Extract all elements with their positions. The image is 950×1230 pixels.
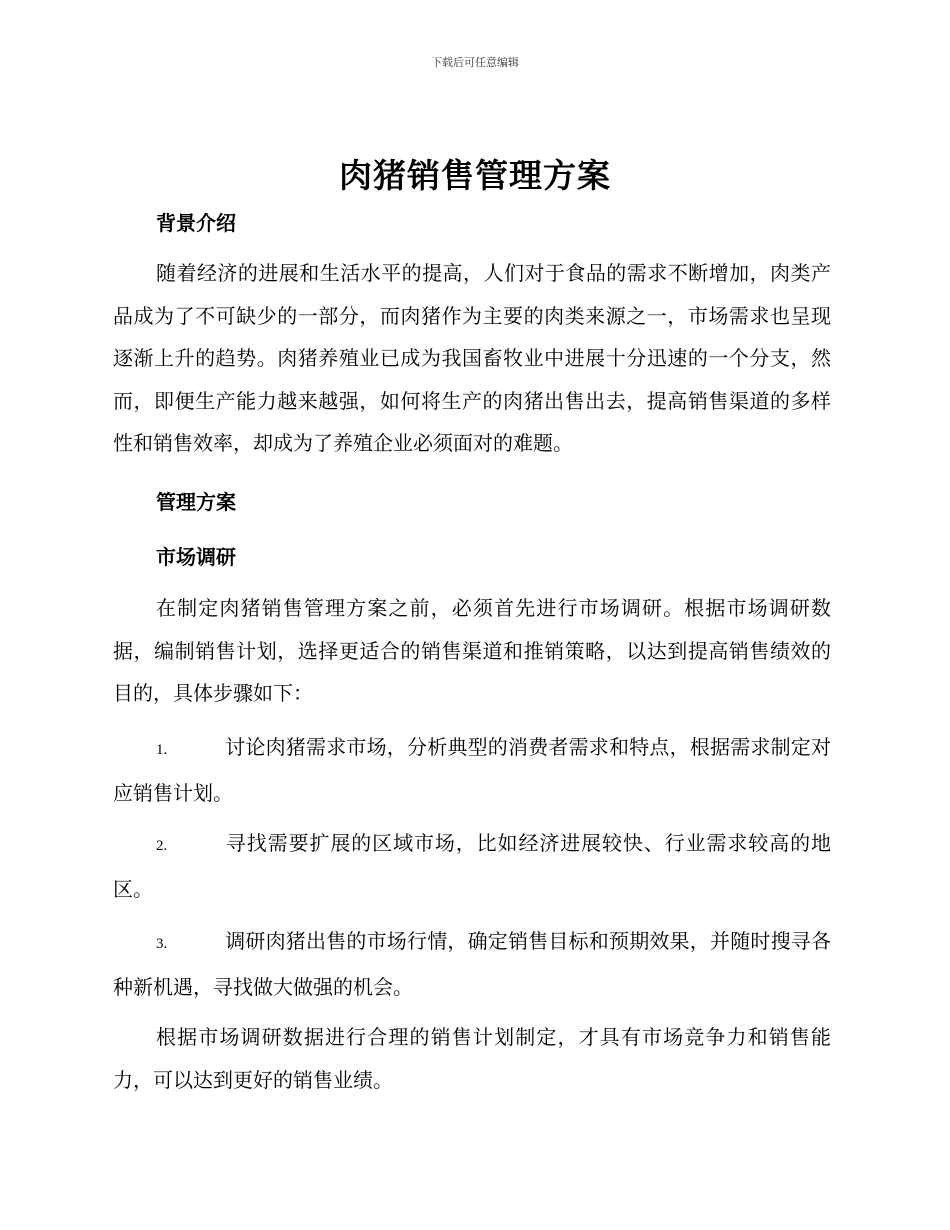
- list-item-number: 2.: [156, 838, 168, 854]
- list-item-text: 调研肉猪出售的市场行情，确定销售目标和预期效果，并随时搜寻各种新机遇，寻找做大做强的机会。: [113, 929, 831, 999]
- section-heading-research: 市场调研: [156, 545, 236, 569]
- section-heading-management: 管理方案: [156, 490, 236, 514]
- list-item-text: 寻找需要扩展的区域市场，比如经济进展较快、行业需求较高的地区。: [113, 831, 831, 901]
- list-item-number: 1.: [156, 742, 168, 758]
- list-item: [113, 822, 831, 910]
- research-conclusion-paragraph: 根据市场调研数据进行合理的销售计划制定，才具有市场竞争力和销售能力，可以达到更好的销售业绩。: [113, 1025, 831, 1092]
- list-item-text: 讨论肉猪需求市场，分析典型的消费者需求和特点，根据需求制定对应销售计划。: [113, 735, 831, 805]
- list-item-number: 3.: [156, 936, 168, 952]
- section-heading-background: 背景介绍: [156, 211, 236, 235]
- research-intro-paragraph: 在制定肉猪销售管理方案之前，必须首先进行市场调研。根据市场调研数据，编制销售计划，选择更适合的销售渠道和推销策略，以达到提高销售绩效的目的，具体步骤如下：: [113, 596, 831, 705]
- background-paragraph: 随着经济的进展和生活水平的提高，人们对于食品的需求不断增加，肉类产品成为了不可缺少的一部分，而肉猪作为主要的肉类来源之一，市场需求也呈现逐渐上升的趋势。肉猪养殖业已成为我国畜牧业中进展十分迅速的一个分支，然而，即便生产能力越来越强，如何将生产的肉猪出售出去，提高销售渠道的多样性和销售效率，却成为了养殖企业必须面对的难题。: [113, 261, 831, 455]
- list-item: [113, 920, 831, 1008]
- list-item: [113, 726, 831, 814]
- header-note: 下载后可任意编辑: [431, 56, 519, 69]
- page-title: 肉猪销售管理方案: [339, 156, 611, 195]
